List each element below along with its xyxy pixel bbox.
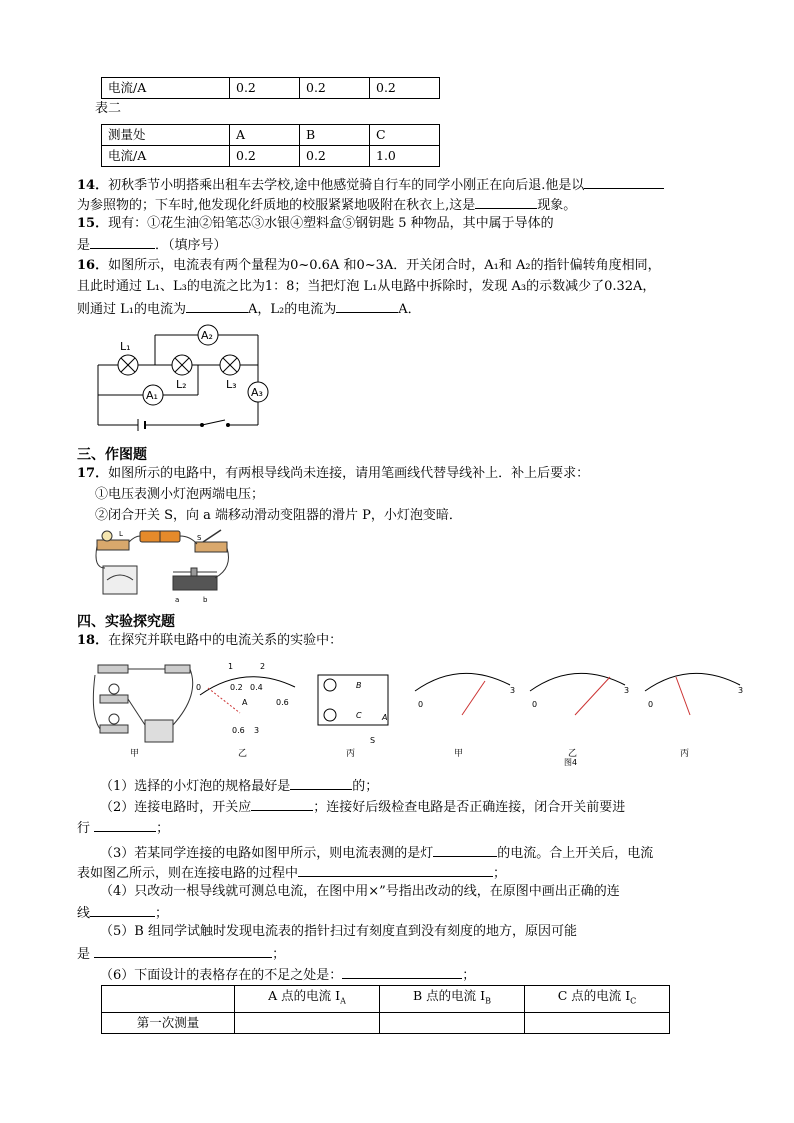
label-l3: L₃ [226,378,237,391]
q18-text: 在探究并联电路中的电流关系的实验中： [108,633,343,648]
q18-p2-text3: 行 [77,821,91,836]
scale-2: 2 [260,662,266,671]
q15-line1 [77,214,554,234]
table-row [102,125,440,146]
sub-b: B [485,996,491,1006]
label-c-point: C [356,711,362,720]
table-header-a: A 点的电流 I [268,988,341,1003]
table-cell[interactable] [235,1012,380,1033]
q17-text1: 如图所示的电路中，有两根导线尚未连接，请用笔画线代替导线补上．补上后要求： [108,466,590,481]
scale-02: 0.2 [230,683,243,692]
q18-figures [90,655,750,767]
q15-line2 [77,234,227,256]
q18-p2-text2: ；连接好后级检查电路是否正确连接，闭合开关前要进 [313,800,626,815]
q18-p1 [100,775,378,797]
label-a1: A₁ [146,389,158,402]
q18-blank6[interactable] [90,902,155,917]
q18-blank7[interactable] [94,943,272,958]
q17-item1: ①电压表测小灯泡两端电压； [95,487,265,502]
q18-p3-text2: 的电流。合上开关后，电流 [497,846,654,861]
table-cell: 0.2 [230,78,300,99]
table-cell [102,986,235,1013]
table-row [102,78,440,99]
q16-blank1[interactable] [186,298,248,313]
label-bing-1: 丙 [346,749,356,759]
q16-blank2[interactable] [336,298,398,313]
table-cell [380,986,525,1013]
q18-p4 [100,882,620,902]
table-header-b: B 点的电流 I [413,988,486,1003]
q16-line1 [77,256,661,276]
scale-3-b: 3 [510,686,516,695]
q18-p4-text2: 线 [77,906,91,921]
table-cell [235,986,380,1013]
table-cell: 测量处 [102,125,230,146]
q18-p2-cont [77,817,169,839]
table-cell: 0.2 [370,78,440,99]
label-b-point: B [356,681,362,690]
q18-p4-text: （4）只改动一根导线就可测总电流，在图中用×”号指出改动的线，在原图中画出正确的连 [100,884,620,899]
q18-intro [77,631,342,651]
q15-number: 15． [77,216,109,231]
q14-number: 14． [77,178,109,193]
q18-p3-text3: 表如图乙所示，则在连接电路的过程中 [77,866,299,881]
label-jia-1: 甲 [130,749,140,759]
table-row [102,1012,670,1033]
table-cell: 电流/A [102,78,230,99]
label-s-switch: S [370,736,376,745]
q15-text1: 现有：①花生油②铅笔芯③水银④塑料盒⑤钢钥匙 5 种物品，其中属于导体的 [108,216,554,231]
table-row [102,986,670,1013]
label-l1: L₁ [120,340,131,353]
label-l: L [119,530,123,538]
q14-line2 [77,194,576,216]
q14-line1 [77,174,664,196]
q18-blank8[interactable] [342,964,462,979]
q18-p5-text: （5）B 组同学试触时发现电流表的指针扫过有刻度直到没有刻度的地方，原因可能 [100,924,577,939]
label-yi-1: 乙 [238,749,248,759]
q18-p5-end: ； [272,947,286,962]
q18-p3 [100,842,653,864]
q17-number: 17． [77,466,109,481]
table-cell: 1.0 [370,146,440,167]
label-a2: A₂ [201,329,213,342]
q18-blank4[interactable] [433,842,497,857]
q17-circuit-picture [95,528,235,608]
table-cell[interactable] [380,1012,525,1033]
q18-p3-cont [77,862,506,884]
table-cell: 0.2 [300,78,370,99]
q18-p4-end: ； [155,906,169,921]
q14-blank2[interactable] [475,194,537,209]
terminal-3: 3 [254,726,260,735]
q18-p6 [100,964,475,986]
label-s: S [197,534,202,542]
q16-text3: 则通过 L₁的电流为 [77,302,186,317]
q16-line2 [77,277,655,297]
q18-blank5[interactable] [298,862,493,877]
table-cell: 0.2 [300,146,370,167]
q17-item2: ②闭合开关 S，向 a 端移动滑动变阻器的滑片 P，小灯泡变暗． [95,508,462,523]
q18-p5 [100,922,577,942]
label-b: b [203,596,208,604]
label-a-point: A [382,713,388,722]
q18-blank2[interactable] [251,796,313,811]
q18-p2-text: （2）连接电路时，开关应 [100,800,252,815]
q14-blank1[interactable] [584,174,664,189]
table-cell: 电流/A [102,146,230,167]
q15-text3: ．（填序号） [155,238,227,253]
table-1 [101,77,440,99]
q15-text2: 是 [77,238,91,253]
table-cell: 0.2 [230,146,300,167]
label-a: a [175,596,180,604]
sub-c: C [630,996,637,1006]
q18-p2-end: ； [156,821,170,836]
scale-3-d: 3 [738,686,744,695]
q18-table [101,985,670,1034]
label-jia-2: 甲 [454,749,464,759]
scale-0-b: 0 [418,700,424,709]
q17-line1 [77,464,589,484]
q15-blank[interactable] [90,234,155,249]
scale-0: 0 [196,683,202,692]
section-3-title: 三、作图题 [77,447,147,463]
table-header-c: C 点的电流 I [557,988,631,1003]
q18-p4-cont [77,902,168,924]
q16-number: 16． [77,258,109,273]
table-cell: A [230,125,300,146]
table-cell: 第一次测量 [102,1012,235,1033]
table-2-title: 表二 [95,101,122,116]
q16-text5: A． [398,302,421,317]
q16-line3 [77,298,421,320]
label-bing-2: 丙 [680,749,690,759]
table-cell[interactable] [525,1012,670,1033]
scale-3-c: 3 [624,686,630,695]
q14-text2: 为参照物的；下车时,他发现化纤质地的校服紧紧地吸附在秋衣上,这是 [77,198,476,213]
q18-p6-text: （6）下面设计的表格存在的不足之处是： [100,968,343,983]
q18-p5-text2: 是 [77,947,91,962]
scale-04: 0.4 [250,683,263,692]
q16-text1: 如图所示，电流表有两个量程为0~0.6A 和0~3A．开关闭合时，A₁和 A₂的指针偏转角度相同， [108,258,661,273]
q18-p3-end: ； [493,866,507,881]
q14-text3: 现象。 [537,198,577,213]
q18-p6-end: ； [462,968,476,983]
q18-p1-text: （1）选择的小灯泡的规格最好是 [100,779,291,794]
q16-text2: 且此时通过 L₁、L₃的电流之比为1：8；当把灯泡 L₁从电路中拆除时，发现 A₃的示数减少了0.32A， [77,279,656,294]
q18-number: 18． [77,633,109,648]
scale-0-c: 0 [532,700,538,709]
table-2 [101,124,440,167]
label-fig4: 图4 [564,758,578,767]
table-cell [525,986,670,1013]
q16-circuit-diagram [90,320,275,435]
section-4-title: 四、实验探究题 [77,614,175,630]
table-row [102,146,440,167]
scale-1: 1 [228,662,234,671]
q14-text1: 初秋季节小明搭乘出租车去学校,途中他感觉骑自行车的同学小刚正在向后退.他是以 [108,178,585,193]
q18-blank3[interactable] [94,817,156,832]
label-yi-2: 乙 [568,749,578,759]
sub-a: A [340,996,346,1006]
unit-a: A [242,698,248,707]
scale-06: 0.6 [276,698,289,707]
table-cell: C [370,125,440,146]
scale-0-d: 0 [648,700,654,709]
terminal-06: 0.6 [232,726,245,735]
q18-p5-cont [77,943,285,965]
label-a3: A₃ [251,386,263,399]
label-l2: L₂ [176,378,187,391]
q16-text4: A，L₂的电流为 [247,302,337,317]
q18-p3-text: （3）若某同学连接的电路如图甲所示，则电流表测的是灯 [100,846,434,861]
q18-blank1[interactable] [290,775,352,790]
q18-p1-end: 的； [352,779,379,794]
q18-p2 [100,796,625,818]
table-cell: B [300,125,370,146]
